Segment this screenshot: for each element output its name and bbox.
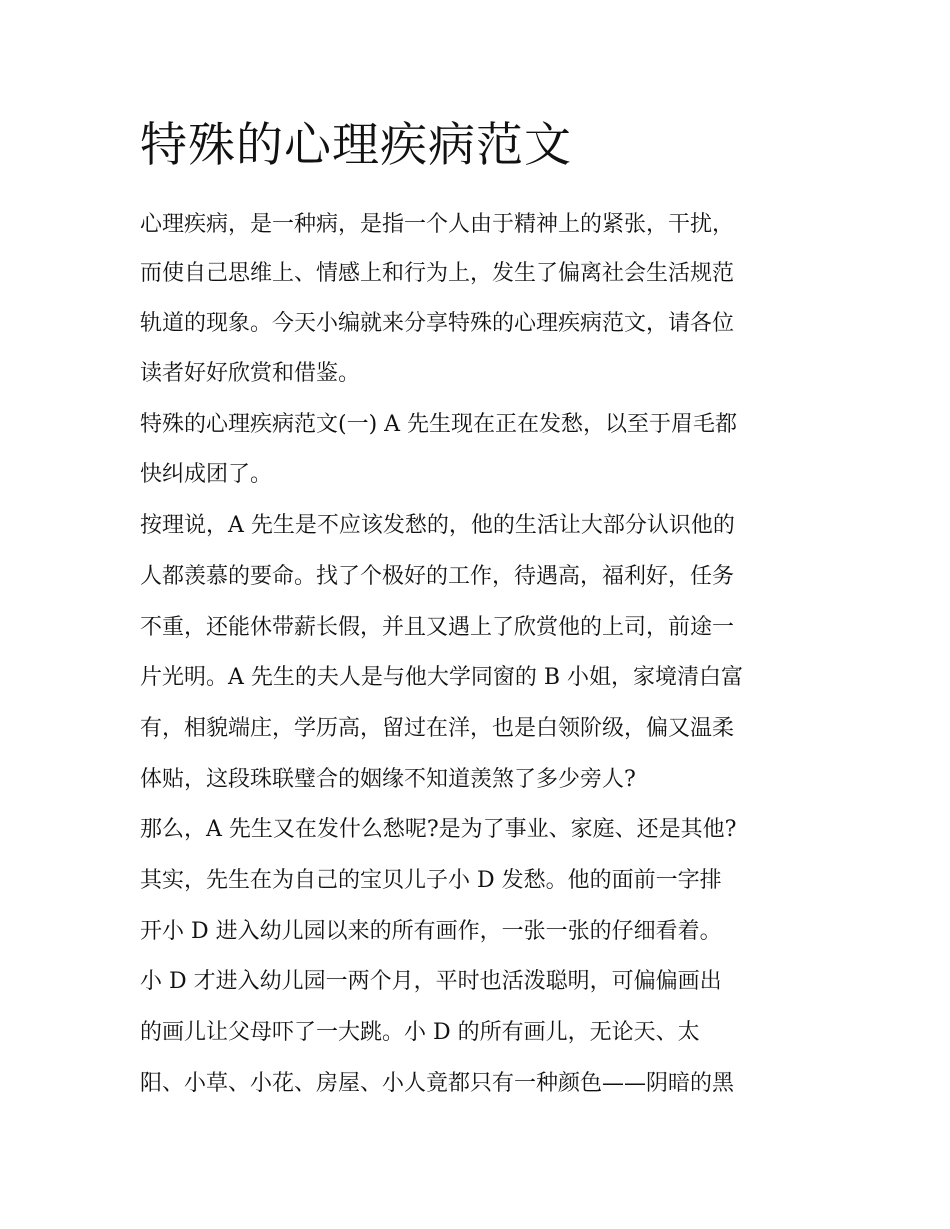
text-line: 那么，A 先生又在发什么愁呢?是为了事业、家庭、还是其他?	[140, 817, 737, 842]
text-line: 而使自己思维上、情感上和行为上，发生了偏离社会生活规范	[140, 261, 735, 286]
text-line: 的画儿让父母吓了一大跳。小 D 的所有画儿，无论天、太	[140, 1020, 700, 1045]
text-line: 人都羡慕的要命。找了个极好的工作，待遇高，福利好，任务	[140, 564, 735, 589]
text-line: 片光明。A 先生的夫人是与他大学同窗的 B 小姐，家境清白富	[140, 665, 744, 690]
text-line: 按理说，A 先生是不应该发愁的，他的生活让大部分认识他的	[140, 513, 735, 538]
document-title: 特殊的心理疾病范文	[140, 118, 572, 173]
text-line: 轨道的现象。今天小编就来分享特殊的心理疾病范文，请各位	[140, 311, 735, 336]
text-line: 小 D 才进入幼儿园一两个月，平时也活泼聪明，可偏偏画出	[140, 969, 722, 994]
text-line: 开小 D 进入幼儿园以来的所有画作，一张一张的仔细看着。	[140, 919, 722, 944]
text-line: 其实，先生在为自己的宝贝儿子小 D 发愁。他的面前一字排	[140, 868, 722, 893]
text-line: 不重，还能休带薪长假，并且又遇上了欣赏他的上司，前途一	[140, 615, 735, 640]
text-line: 读者好好欣赏和借鉴。	[140, 361, 361, 386]
text-line: 体贴，这段珠联璧合的姻缘不知道羡煞了多少旁人?	[140, 767, 636, 792]
text-line: 特殊的心理疾病范文(一) A 先生现在正在发愁，以至于眉毛都	[140, 412, 738, 437]
text-line: 心理疾病，是一种病，是指一个人由于精神上的紧张，干扰，	[140, 212, 735, 237]
text-line: 阳、小草、小花、房屋、小人竟都只有一种颜色——阴暗的黑	[140, 1071, 735, 1096]
text-line: 快纠成团了。	[140, 462, 273, 487]
text-line: 有，相貌端庄，学历高，留过在洋，也是白领阶级，偏又温柔	[140, 716, 735, 741]
